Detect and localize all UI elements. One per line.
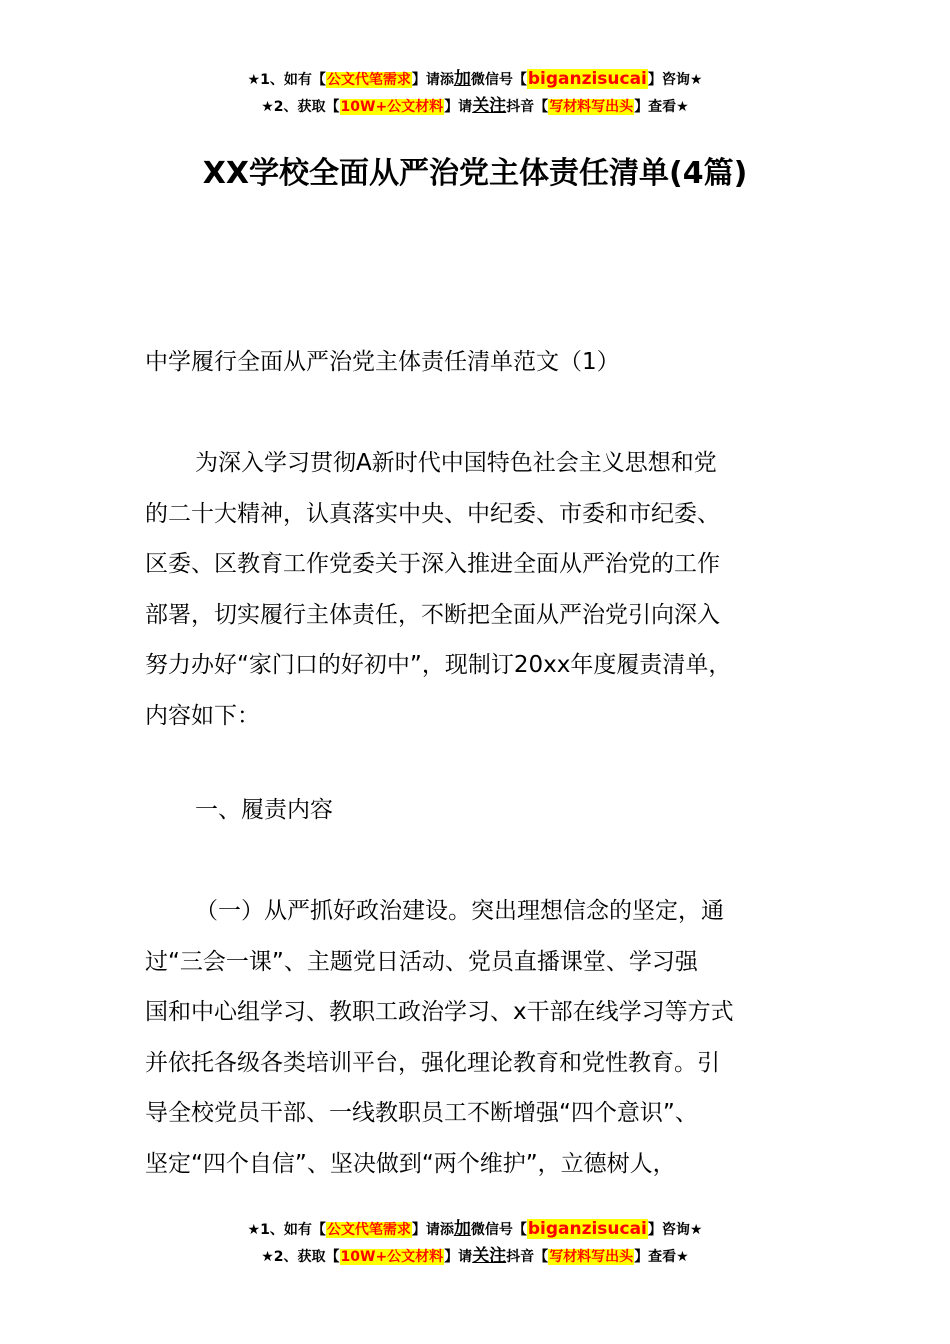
highlight-service: 公文代笔需求	[326, 1222, 411, 1238]
highlight-wechat-id: biganzisucai	[527, 69, 647, 89]
highlight-materials: 10W+公文材料	[340, 99, 444, 115]
paragraph-line: 努力办好“家门口的好初中”，现制订20xx年度履责清单，	[145, 652, 732, 679]
banner-line-1: ★1、如有【公文代笔需求】请添加微信号【biganzisucai】咨询★	[247, 1219, 703, 1239]
paragraph-line: 的二十大精神，认真落实中央、中纪委、市委和市纪委、	[145, 500, 720, 527]
highlight-douyin: 写材料写出头	[549, 99, 634, 115]
highlight-douyin: 写材料写出头	[549, 1249, 634, 1265]
paragraph-line: 为深入学习贯彻A新时代中国特色社会主义思想和党	[195, 450, 717, 476]
paragraph-line: 导全校党员干部、一线教职员工不断增强“四个意识”、	[145, 1100, 698, 1127]
paragraph-line: 内容如下：	[145, 702, 260, 729]
intro-paragraph	[145, 438, 835, 742]
document-title: XX学校全面从严治党主体责任清单(4篇)	[202, 156, 748, 191]
highlight-wechat-id: biganzisucai	[527, 1219, 647, 1239]
paragraph-line: 并依托各级各类培训平台，强化理论教育和党性教育。引	[145, 1049, 720, 1076]
banner-line-1: ★1、如有【公文代笔需求】请添加微信号【biganzisucai】咨询★	[247, 69, 703, 89]
paragraph-line: 国和中心组学习、教职工政治学习、x干部在线学习等方式	[145, 999, 734, 1026]
highlight-materials: 10W+公文材料	[340, 1249, 444, 1265]
document-subtitle: 中学履行全面从严治党主体责任清单范文（1）	[145, 349, 620, 375]
paragraph-line: （一）从严抓好政治建设。突出理想信念的坚定，通	[195, 898, 724, 924]
banner-line-2: ★2、获取【10W+公文材料】请关注抖音【写材料写出头】查看★	[261, 1246, 689, 1266]
section-heading: 一、履责内容	[195, 797, 333, 823]
paragraph-line: 区委、区教育工作党委关于深入推进全面从严治党的工作	[145, 551, 720, 578]
highlight-service: 公文代笔需求	[326, 72, 411, 88]
item-1-paragraph	[145, 886, 835, 1190]
paragraph-line: 部署，切实履行主体责任，不断把全面从严治党引向深入	[145, 601, 720, 628]
bottom-banner	[0, 1216, 950, 1270]
top-banner	[0, 66, 950, 120]
banner-line-2: ★2、获取【10W+公文材料】请关注抖音【写材料写出头】查看★	[261, 96, 689, 116]
paragraph-line: 坚定“四个自信”、坚决做到“两个维护”，立德树人，	[145, 1150, 676, 1177]
paragraph-line: 过“三会一课”、主题党日活动、党员直播课堂、学习强	[145, 948, 698, 975]
